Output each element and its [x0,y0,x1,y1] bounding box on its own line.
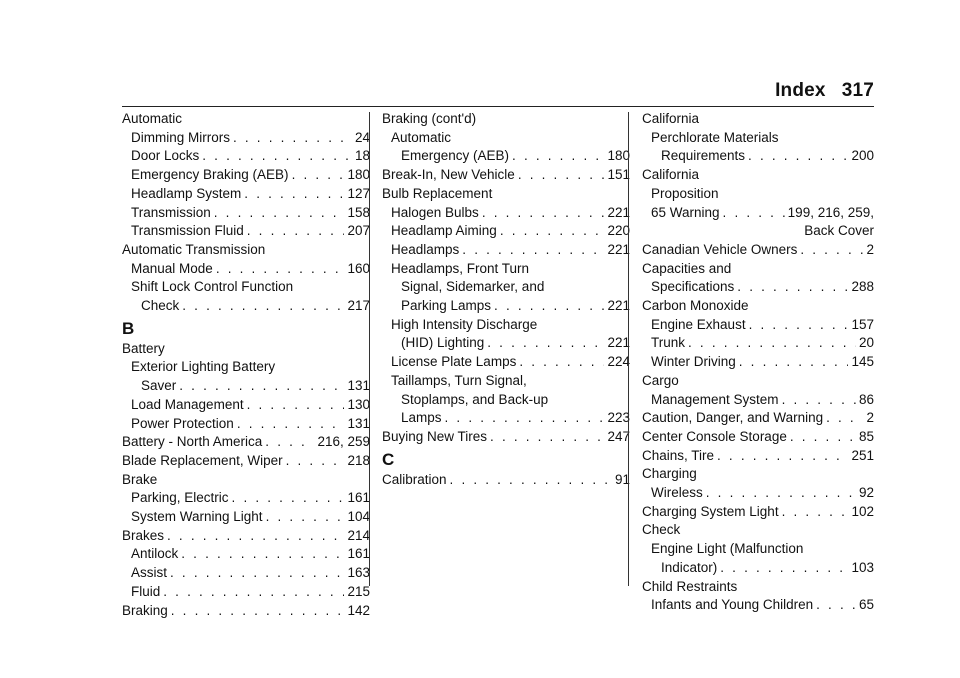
index-entry [122,396,370,415]
dot-leader [450,471,612,490]
dot-leader [462,241,604,260]
dot-leader [182,297,344,316]
dot-leader [181,545,344,564]
index-entry [122,433,370,452]
index-entry [642,484,874,503]
index-entry-label: Door Locks [131,148,200,164]
index-page-ref: 18 [354,148,370,164]
index-entry-label: Engine Exhaust [651,316,746,332]
index-page-ref: 214 [347,527,370,543]
dot-leader [500,222,605,241]
index-page-ref: 142 [347,602,370,618]
index-subheading: Signal, Sidemarker, and [401,279,545,295]
index-heading: Automatic Transmission [122,241,266,257]
index-page-ref: 163 [347,565,370,581]
index-entry [382,334,630,353]
index-page-ref: 102 [851,503,874,519]
index-subheading: Shift Lock Control Function [131,279,294,295]
index-entry [642,316,874,335]
index-heading: Carbon Monoxide [642,298,749,314]
index-entry-label: Headlamp Aiming [391,223,497,239]
index-page-ref: 224 [607,354,630,370]
index-subheading: Headlamps, Front Turn [391,260,530,276]
index-entry [642,447,874,466]
dot-leader [518,166,605,185]
dot-leader [233,129,352,148]
section-letter: C [382,449,395,469]
index-heading: Check [642,522,681,538]
index-entry [642,428,874,447]
dot-leader [723,204,785,223]
dot-leader [800,241,863,260]
index-column-1 [122,110,370,620]
index-entry-continuation [642,222,874,241]
dot-leader [737,278,848,297]
index-page-ref: 221 [607,241,630,257]
dot-leader [286,452,345,471]
index-page-ref: 247 [607,428,630,444]
index-entry [122,129,370,148]
index-entry-label: Load Management [131,396,244,412]
index-column-2 [382,110,630,489]
index-entry-label: Assist [131,565,168,581]
index-page-ref: 151 [607,167,630,183]
index-entry-label: Wireless [651,485,703,501]
page-number: 317 [841,80,874,101]
index-page-ref: 221 [607,204,630,220]
index-page-ref: 103 [851,559,874,575]
index-heading: Charging [642,466,697,482]
index-entry [382,297,630,316]
index-entry-label: Management System [651,391,779,407]
index-entry [122,545,370,564]
section-title: Index [775,80,826,101]
index-subheading: Exterior Lighting Battery [131,359,276,375]
dot-leader [292,166,345,185]
index-entry [642,204,874,223]
dot-leader [688,334,856,353]
index-page-ref: 200 [851,148,874,164]
dot-leader [816,596,856,615]
index-entry-label: Chains, Tire [642,447,715,463]
index-heading: Cargo [642,372,679,388]
index-entry-label: Transmission [131,204,211,220]
index-heading: Capacities and [642,260,732,276]
index-entry [382,241,630,260]
index-entry-label: Fluid [131,583,161,599]
index-heading: California [642,167,700,183]
index-entry-label: Calibration [382,471,447,487]
index-entry [382,147,630,166]
index-page-ref: 2 [866,410,874,426]
dot-leader [512,147,604,166]
index-page-ref: 221 [607,298,630,314]
index-entry [122,452,370,471]
dot-leader [247,222,345,241]
index-page-ref: 92 [858,485,874,501]
index-page-ref: 161 [347,546,370,562]
index-entry [122,204,370,223]
index-entry [642,409,874,428]
index-entry-label: Blade Replacement, Wiper [122,452,283,468]
dot-leader [749,316,849,335]
index-entry-label: Headlamp System [131,185,242,201]
index-entry [122,602,370,621]
dot-leader [826,409,863,428]
index-page-ref: 180 [607,148,630,164]
section-letter: B [122,318,135,338]
index-page-ref: 158 [347,204,370,220]
index-entry [642,334,874,353]
index-entry-label: Infants and Young Children [651,597,814,613]
index-entry-label: Antilock [131,546,179,562]
index-entry-label: Emergency (AEB) [401,148,510,164]
index-entry-label: Charging System Light [642,503,779,519]
index-page-ref: 157 [851,316,874,332]
index-entry-label: Brakes [122,527,165,543]
index-entry-label: Caution, Danger, and Warning [642,410,824,426]
index-page-ref: 127 [347,185,370,201]
index-page-ref: 215 [347,583,370,599]
index-subheading: Proposition [651,185,719,201]
dot-leader [179,377,344,396]
index-entry-label: Headlamps [391,241,460,257]
index-entry-label: Parking Lamps [401,298,492,314]
dot-leader [232,489,345,508]
dot-leader [739,353,849,372]
index-entry-label: Emergency Braking (AEB) [131,167,289,183]
index-entry [122,583,370,602]
index-page-ref: 20 [858,335,874,351]
dot-leader [782,391,856,410]
index-entry [122,166,370,185]
index-entry [122,489,370,508]
index-heading: Bulb Replacement [382,185,493,201]
index-entry-label: Specifications [651,279,735,295]
index-entry-label: Braking [122,602,168,618]
header-rule [122,106,874,107]
index-page-ref: 199, 216, 259, [787,204,874,220]
dot-leader [790,428,856,447]
index-entry-label: Break-In, New Vehicle [382,167,515,183]
index-entry-label: Halogen Bulbs [391,204,479,220]
dot-leader [490,428,604,447]
index-entry-label: Canadian Vehicle Owners [642,241,798,257]
dot-leader [247,396,345,415]
page-header [122,80,874,106]
index-entry [642,147,874,166]
index-entry [382,353,630,372]
index-entry-label: Transmission Fluid [131,223,244,239]
index-subheading: Taillamps, Turn Signal, [391,372,527,388]
index-entry-label: Check [141,298,180,314]
index-page-ref: 220 [607,223,630,239]
index-page-ref: 251 [851,447,874,463]
dot-leader [445,409,605,428]
index-entry-label: Buying New Tires [382,428,488,444]
index-heading: Braking (cont'd) [382,111,477,126]
index-entry [122,185,370,204]
index-page-ref: 217 [347,298,370,314]
index-page-ref: 131 [347,378,370,394]
index-entry-label: Saver [141,378,177,394]
index-entry [382,409,630,428]
dot-leader [487,334,604,353]
dot-leader [237,415,345,434]
index-entry-label: Requirements [661,148,746,164]
dot-leader [216,260,345,279]
index-entry [642,278,874,297]
running-header [775,80,874,102]
index-page-ref: 130 [347,396,370,412]
index-entry-label: Trunk [651,335,686,351]
index-entry-label: Power Protection [131,415,234,431]
index-entry [642,391,874,410]
dot-leader [167,527,344,546]
index-subheading: Stoplamps, and Back-up [401,391,549,407]
dot-leader [494,297,604,316]
index-entry-label: Winter Driving [651,354,736,370]
index-page-ref: 218 [347,452,370,468]
index-entry [382,428,630,447]
index-page-ref: 2 [866,241,874,257]
column-divider-2 [628,112,629,586]
dot-leader [171,602,345,621]
index-subheading: Engine Light (Malfunction [651,541,804,557]
index-entry [382,222,630,241]
index-heading: Battery [122,340,165,356]
dot-leader [706,484,856,503]
index-page-ref: 91 [614,471,630,487]
column-divider-1 [369,112,370,586]
dot-leader [717,447,848,466]
index-entry [122,222,370,241]
index-entry-label: Indicator) [661,559,718,575]
index-entry [122,377,370,396]
dot-leader [170,564,344,583]
index-page-ref: 85 [858,428,874,444]
index-page-ref: 221 [607,335,630,351]
dot-leader [163,583,344,602]
index-entry-label: Parking, Electric [131,490,229,506]
index-entry-label: Manual Mode [131,260,213,276]
index-page-ref: 288 [851,279,874,295]
index-subheading: Perchlorate Materials [651,129,779,145]
index-page-ref: 207 [347,223,370,239]
index-entry-label: (HID) Lighting [401,335,485,351]
index-page-ref: 180 [347,167,370,183]
index-entry-label: License Plate Lamps [391,354,517,370]
dot-leader [266,508,345,527]
index-page-ref: 65 [858,597,874,613]
index-page-ref: 145 [851,354,874,370]
index-page-ref: 86 [858,391,874,407]
index-entry [122,415,370,434]
index-entry [642,353,874,372]
index-heading: Automatic [122,111,183,126]
index-entry-label: Battery - North America [122,434,263,450]
index-subheading: Automatic [391,129,452,145]
index-entry [642,241,874,260]
dot-leader [519,353,604,372]
index-heading: California [642,111,700,126]
dot-leader [748,147,848,166]
index-entry [122,297,370,316]
index-entry-label: Dimming Mirrors [131,129,230,145]
dot-leader [482,204,605,223]
index-entry-label: System Warning Light [131,509,263,525]
index-entry [642,503,874,522]
index-entry [382,471,630,490]
index-page-ref: 104 [347,509,370,525]
index-entry [122,508,370,527]
index-entry [382,166,630,185]
index-page-ref: 160 [347,260,370,276]
index-page-ref: Back Cover [804,223,874,239]
index-column-3 [642,110,874,615]
dot-leader [720,559,848,578]
dot-leader [214,204,345,223]
index-entry [122,147,370,166]
index-entry [122,260,370,279]
index-subheading: High Intensity Discharge [391,316,538,332]
dot-leader [782,503,849,522]
index-page-ref: 161 [347,490,370,506]
dot-leader [202,147,352,166]
index-heading: Brake [122,471,158,487]
index-heading: Child Restraints [642,578,738,594]
index-entry-label: Lamps [401,410,442,426]
index-page-ref: 216, 259 [317,434,370,450]
index-entry [642,596,874,615]
index-entry-label: Center Console Storage [642,428,787,444]
index-entry [122,564,370,583]
index-entry [122,527,370,546]
index-page-ref: 223 [607,410,630,426]
dot-leader [265,433,314,452]
index-entry [382,204,630,223]
index-page-ref: 131 [347,415,370,431]
index-page-ref: 24 [354,129,370,145]
index-entry [642,559,874,578]
dot-leader [244,185,344,204]
index-entry-label: 65 Warning [651,204,720,220]
